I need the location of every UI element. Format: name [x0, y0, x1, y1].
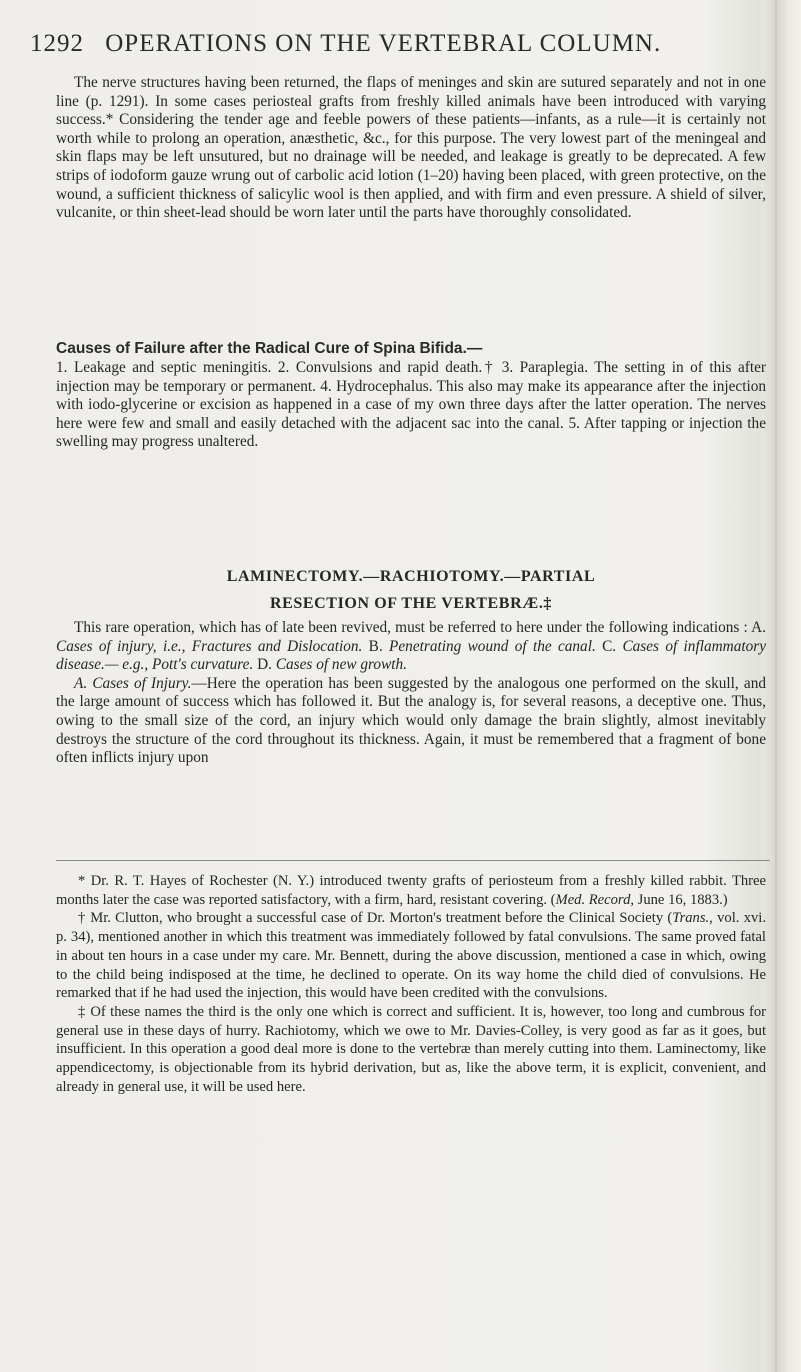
intro-paragraph-block — [56, 74, 766, 223]
causes-paragraph: 1. Leakage and septic meningitis. 2. Convulsions and rapid death.† 3. Paraplegia. The setting in of this after injection may be temporary or permanent. 4. Hydrocephalus. This also may make its appearance after the injection with iodo-glycerine or excision as happened in a case of my own three days after the latter operation. The nerves here were few and small and easily detached with the adjacent sac into the canal. 5. After tapping or injection the swelling may progress unaltered. — [56, 359, 766, 451]
indication-c: Cases of inflammatory disease.— e.g., Pott's curvature. — [56, 637, 766, 674]
injury-text: —Here the operation has been suggested by the analogous one performed on the skull, and the large amount of success which has followed it. But the analogy is, for several reasons, a deceptive one. Thus, owing to the small size of the cord, an injury which would only damage the brain slightly, almost inevitably destroys the structure of the cord throughout its thickness. Again, it must be remembered that a fragment of bone often inflicts injury upon — [56, 674, 766, 767]
indication-b: Penetrating wound of the canal. — [389, 637, 596, 655]
footnotes — [56, 872, 766, 1096]
footnote-2 — [56, 909, 766, 1003]
footnote-1-end: June 16, 1883.) — [634, 891, 728, 908]
section-title — [56, 563, 766, 617]
indication-d-label: D. — [253, 656, 276, 674]
footnote-2-text: vol. xvi. p. 34), mentioned another in which this treatment was immediately followed by fatal convulsions. The same proved fatal in about ten hours in a case under my care. Mr. Bennett, during the above discussion, mentioned a case in which, owing to the child being indisposed at the time, he declined to operate. On its way home the child died of convulsions. He remarked that if he had used the injection, this would have been credited with the convulsions. — [56, 910, 766, 1002]
injury-label: A. Cases of Injury. — [74, 674, 192, 692]
indication-d: Cases of new growth. — [275, 656, 407, 674]
indication-c-label: C. — [595, 637, 623, 655]
intro-paragraph: The nerve structures having been returned, the flaps of meninges and skin are sutured separately and not in one line (p. 1291). In some cases periosteal grafts from freshly killed animals have been introduced with varying success.* Considering the tender age and feeble powers of these patients—infants, as a rule—it is certainly not worth while to prolong an operation, anæsthetic, &c., for this purpose. The very lowest part of the meningeal and skin flaps may be left unsutured, but no drainage will be needed, and leakage is greatly to be deprecated. A few strips of iodoform gauze wrung out of carbolic acid lotion (1–20) having been placed, with green protective, on the wound, a sufficient thickness of salicylic wool is then applied, and with firm and even pressure. A shield of silver, vulcanite, or thin sheet-lead should be worn later until the parts have thoroughly consolidated. — [56, 74, 766, 222]
section-title-line-2: RESECTION OF THE VERTEBRÆ.‡ — [269, 595, 553, 612]
footnote-2-start: † Mr. Clutton, who brought a successful case of Dr. Morton's treatment before the Clinical Society ( — [78, 910, 673, 927]
causes-block — [56, 359, 766, 452]
section-body — [56, 619, 766, 768]
footnote-1-text: * Dr. R. T. Hayes of Rochester (N. Y.) introduced twenty grafts of periosteum from a freshly killed rabbit. Three months later the case was reported satisfactory, with a firm, hard, resistant covering. ( — [56, 873, 766, 908]
footnote-2-source: Trans., — [672, 910, 713, 927]
causes-heading: Causes of Failure after the Radical Cure of Spina Bifida.— — [56, 340, 483, 357]
injury-paragraph — [56, 675, 766, 768]
indication-a: Cases of injury, i.e., Fractures and Dislocation. — [56, 637, 363, 655]
indications-intro: This rare operation, which has of late been revived, must be referred to here under the following indications : A. — [74, 619, 766, 636]
adjacent-page-edge — [761, 0, 801, 1372]
page-number: 1292 — [30, 30, 84, 57]
footnote-1-source: Med. Record, — [555, 891, 635, 908]
indication-b-label: B. — [362, 637, 390, 655]
footnote-1 — [56, 872, 766, 909]
running-header — [30, 30, 750, 58]
indications-paragraph — [56, 619, 766, 675]
footnote-3: ‡ Of these names the third is the only one which is correct and sufficient. It is, however, too long and cumbrous for general use in these days of hurry. Rachiotomy, which we owe to Mr. Davies-Colley, is very good as far as it goes, but insufficient. In this operation a good deal more is done to the vertebræ than merely cutting into them. Laminectomy, like appendicectomy, is objectionable from its hybrid derivation, but as, like the above term, it is explicit, convenient, and already in general use, it will be used here. — [56, 1003, 766, 1095]
footnote-divider — [56, 860, 770, 861]
section-title-line-1: LAMINECTOMY.—RACHIOTOMY.—PARTIAL — [226, 568, 596, 585]
running-title: OPERATIONS ON THE VERTEBRAL COLUMN. — [105, 30, 662, 57]
page-fold-line — [775, 0, 777, 1372]
